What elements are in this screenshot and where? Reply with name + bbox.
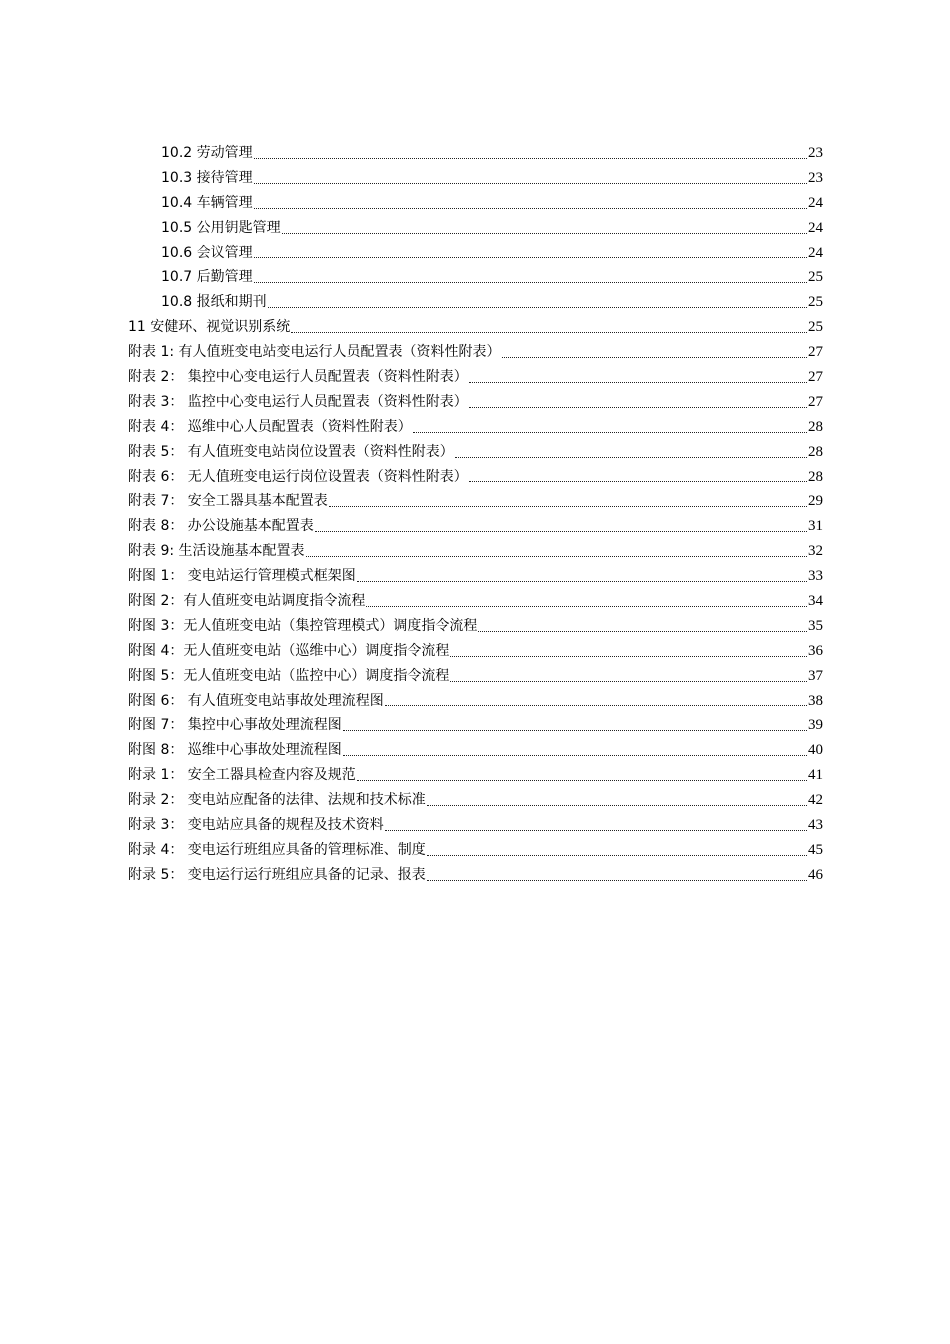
toc-dot-leader xyxy=(343,730,807,731)
toc-dot-leader xyxy=(385,705,807,706)
toc-entry[interactable] xyxy=(128,340,823,365)
toc-entry[interactable] xyxy=(128,191,823,216)
toc-entry[interactable] xyxy=(128,738,823,763)
toc-page-number: 27 xyxy=(808,369,823,385)
toc-dot-leader xyxy=(282,233,807,234)
toc-dot-leader xyxy=(502,357,807,358)
toc-entry-title: 附录 3： 变电站应具备的规程及技术资料 xyxy=(128,817,384,834)
toc-dot-leader xyxy=(427,805,807,806)
toc-entry-title: 附表 4： 巡维中心人员配置表（资料性附表） xyxy=(128,418,412,435)
toc-entry-title: 附表 9: 生活设施基本配置表 xyxy=(128,543,305,560)
toc-page-number: 23 xyxy=(808,169,823,186)
toc-dot-leader xyxy=(427,880,807,881)
toc-dot-leader xyxy=(254,257,807,258)
toc-dot-leader xyxy=(291,332,807,333)
table-of-contents xyxy=(128,141,823,888)
toc-page-number: 24 xyxy=(808,219,823,236)
toc-dot-leader xyxy=(478,631,807,632)
toc-entry[interactable] xyxy=(128,141,823,166)
toc-page-number: 36 xyxy=(808,642,823,659)
toc-entry-title: 附表 5： 有人值班变电站岗位设置表（资料性附表） xyxy=(128,443,454,460)
toc-entry-title: 附图 3：无人值班变电站（集控管理模式）调度指令流程 xyxy=(128,617,478,634)
toc-page-number: 39 xyxy=(808,717,823,734)
toc-entry[interactable] xyxy=(128,440,823,465)
toc-entry-title: 附表 2： 集控中心变电运行人员配置表（资料性附表） xyxy=(128,369,468,385)
toc-dot-leader xyxy=(385,830,807,831)
toc-entry-title: 附表 1: 有人值班变电站变电运行人员配置表（资料性附表） xyxy=(128,344,501,361)
toc-entry[interactable] xyxy=(128,514,823,539)
toc-page-number: 33 xyxy=(808,568,823,585)
toc-page-number: 27 xyxy=(808,344,823,361)
toc-dot-leader xyxy=(450,656,807,657)
toc-dot-leader xyxy=(455,457,807,458)
toc-entry-title: 附表 7： 安全工器具基本配置表 xyxy=(128,493,328,510)
toc-page-number: 41 xyxy=(808,767,823,784)
toc-entry-title: 附图 4：无人值班变电站（巡维中心）调度指令流程 xyxy=(128,642,450,659)
toc-entry[interactable] xyxy=(128,863,823,888)
toc-entry[interactable] xyxy=(128,763,823,788)
toc-entry[interactable] xyxy=(128,365,823,390)
toc-entry[interactable] xyxy=(128,489,823,514)
toc-entry[interactable] xyxy=(128,166,823,191)
toc-page-number: 35 xyxy=(808,617,823,634)
toc-entry-title: 附图 1： 变电站运行管理模式框架图 xyxy=(128,568,356,585)
toc-entry[interactable] xyxy=(128,614,823,639)
toc-dot-leader xyxy=(254,158,807,159)
toc-dot-leader xyxy=(469,382,807,383)
toc-page-number: 23 xyxy=(808,144,823,161)
toc-entry-title: 附录 5： 变电运行运行班组应具备的记录、报表 xyxy=(128,866,426,883)
toc-page-number: 25 xyxy=(808,294,823,311)
toc-dot-leader xyxy=(343,755,807,756)
toc-dot-leader xyxy=(254,282,807,283)
toc-dot-leader xyxy=(357,581,807,582)
toc-entry-title: 附图 5：无人值班变电站（监控中心）调度指令流程 xyxy=(128,667,450,684)
toc-page-number: 27 xyxy=(808,393,823,410)
toc-entry[interactable] xyxy=(128,290,823,315)
toc-page-number: 34 xyxy=(808,593,823,610)
toc-dot-leader xyxy=(357,780,807,781)
toc-page-number: 37 xyxy=(808,667,823,684)
toc-entry[interactable] xyxy=(128,788,823,813)
toc-entry-title: 10.4 车辆管理 xyxy=(161,194,253,211)
toc-page-number: 45 xyxy=(808,841,823,858)
toc-page-number: 28 xyxy=(808,443,823,460)
toc-entry-title: 10.2 劳动管理 xyxy=(161,144,253,161)
toc-page-number: 28 xyxy=(808,468,823,485)
toc-entry[interactable] xyxy=(128,415,823,440)
toc-page-number: 42 xyxy=(808,792,823,809)
toc-entry-title: 附图 8： 巡维中心事故处理流程图 xyxy=(128,742,342,759)
toc-dot-leader xyxy=(469,481,807,482)
toc-entry-title: 10.5 公用钥匙管理 xyxy=(161,219,281,236)
toc-entry[interactable] xyxy=(128,539,823,564)
toc-entry-title: 11 安健环、视觉识别系统 xyxy=(128,319,291,336)
toc-entry-title: 附表 8： 办公设施基本配置表 xyxy=(128,518,314,535)
toc-page-number: 24 xyxy=(808,194,823,211)
toc-entry[interactable] xyxy=(128,664,823,689)
toc-page-number: 28 xyxy=(808,418,823,435)
toc-dot-leader xyxy=(413,432,807,433)
toc-dot-leader xyxy=(427,855,807,856)
toc-dot-leader xyxy=(254,208,807,209)
toc-entry-title: 附表 6： 无人值班变电运行岗位设置表（资料性附表） xyxy=(128,468,468,485)
toc-entry[interactable] xyxy=(128,589,823,614)
toc-entry-title: 附录 4： 变电运行班组应具备的管理标准、制度 xyxy=(128,841,426,858)
toc-page-number: 32 xyxy=(808,543,823,560)
toc-entry[interactable] xyxy=(128,465,823,490)
toc-page-number: 24 xyxy=(808,244,823,261)
toc-dot-leader xyxy=(366,606,807,607)
toc-entry[interactable] xyxy=(128,689,823,714)
toc-entry[interactable] xyxy=(128,265,823,290)
toc-dot-leader xyxy=(469,407,807,408)
toc-entry-title: 附图 6： 有人值班变电站事故处理流程图 xyxy=(128,692,384,709)
toc-page-number: 38 xyxy=(808,692,823,709)
toc-page-number: 43 xyxy=(808,817,823,834)
toc-page-number: 31 xyxy=(808,518,823,535)
toc-entry-title: 附录 2： 变电站应配备的法律、法规和技术标准 xyxy=(128,792,426,809)
toc-entry[interactable] xyxy=(128,564,823,589)
toc-entry[interactable] xyxy=(128,241,823,266)
toc-entry[interactable] xyxy=(128,813,823,838)
toc-page-number: 29 xyxy=(808,493,823,510)
toc-page-number: 40 xyxy=(808,742,823,759)
toc-dot-leader xyxy=(306,556,807,557)
toc-entry-title: 10.8 报纸和期刊 xyxy=(161,294,267,311)
toc-dot-leader xyxy=(254,183,807,184)
toc-entry[interactable] xyxy=(128,713,823,738)
toc-entry-title: 10.7 后勤管理 xyxy=(161,269,253,286)
toc-dot-leader xyxy=(329,506,807,507)
toc-entry-title: 10.3 接待管理 xyxy=(161,169,253,186)
toc-entry[interactable] xyxy=(128,315,823,340)
toc-entry-title: 附图 2：有人值班变电站调度指令流程 xyxy=(128,593,366,610)
toc-page-number: 25 xyxy=(808,319,823,336)
toc-dot-leader xyxy=(450,681,807,682)
toc-entry-title: 附表 3： 监控中心变电运行人员配置表（资料性附表） xyxy=(128,393,468,410)
toc-entry[interactable] xyxy=(128,639,823,664)
toc-dot-leader xyxy=(315,531,807,532)
toc-page-number: 25 xyxy=(808,269,823,286)
toc-entry[interactable] xyxy=(128,216,823,241)
toc-entry-title: 10.6 会议管理 xyxy=(161,244,253,261)
toc-page-number: 46 xyxy=(808,866,823,883)
toc-entry-title: 附录 1： 安全工器具检查内容及规范 xyxy=(128,767,356,784)
toc-entry[interactable] xyxy=(128,390,823,415)
toc-dot-leader xyxy=(268,307,807,308)
toc-entry-title: 附图 7： 集控中心事故处理流程图 xyxy=(128,717,342,734)
toc-entry[interactable] xyxy=(128,838,823,863)
